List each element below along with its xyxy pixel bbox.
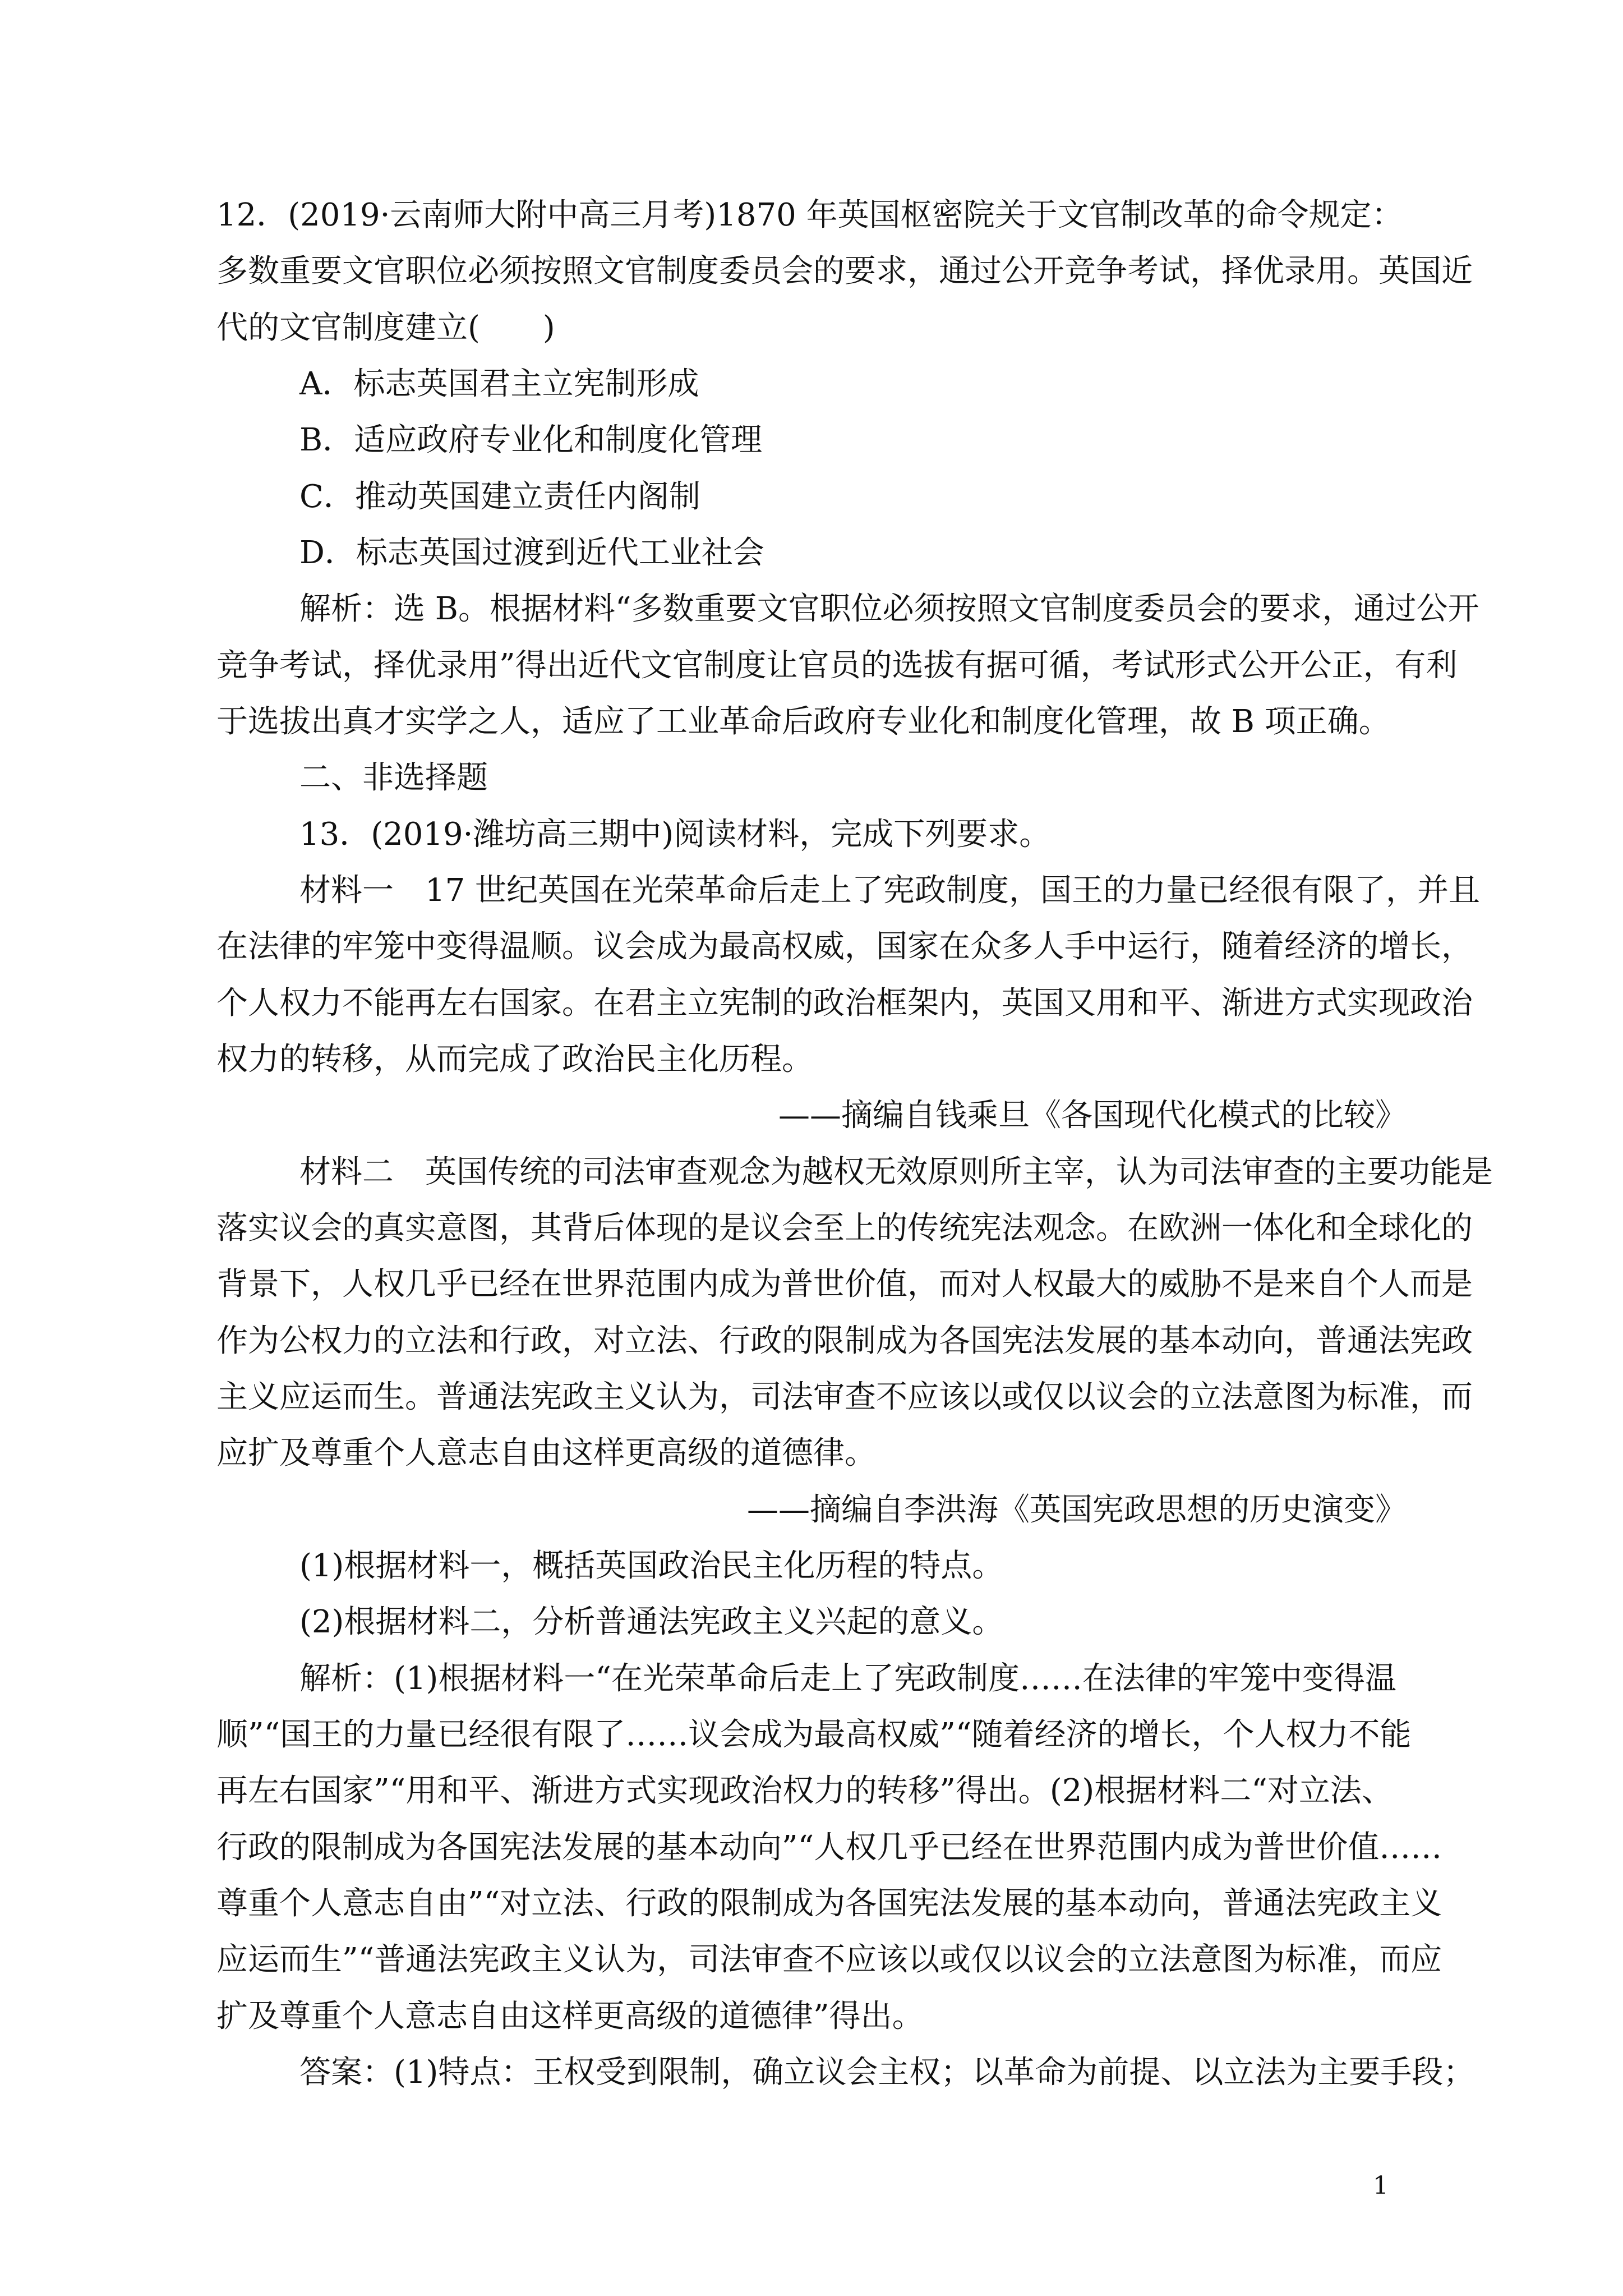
q13-material2-line-2: 落实议会的真实意图，其背后体现的是议会至上的传统宪法观念。在欧洲一体化和全球化的 (216, 1210, 1473, 1246)
q13-material1-line-2: 在法律的牢笼中变得温顺。议会成为最高权威，国家在众多人手中运行，随着经济的增长， (216, 928, 1473, 965)
q13-analysis-line-3: 再左右国家”“用和平、渐进方式实现政治权力的转移”得出。(2)根据材料二“对立法、 (216, 1773, 1393, 1809)
q13-answer: 答案：(1)特点：王权受到限制，确立议会主权；以革命为前提、以立法为主要手段； (299, 2054, 1475, 2091)
q13-question-2: (2)根据材料二，分析普通法宪政主义兴起的意义。 (299, 1604, 1004, 1640)
q12-analysis-line-1: 解析：选 B。根据材料“多数重要文官职位必须按照文官制度委员会的要求，通过公开 (299, 591, 1479, 627)
q12-option-a: A．标志英国君主立宪制形成 (299, 366, 699, 402)
q13-question-1: (1)根据材料一，概括英国政治民主化历程的特点。 (299, 1548, 1004, 1584)
section-title: 二、非选择题 (299, 760, 488, 796)
q12-analysis-line-3: 于选拔出真才实学之人，适应了工业革命后政府专业化和制度化管理，故 B 项正确。 (216, 703, 1390, 740)
q13-material2-line-5: 主义应运而生。普通法宪政主义认为，司法审查不应该以或仅以议会的立法意图为标准，而 (216, 1379, 1473, 1415)
q13-material2-source: ——摘编自李洪海《英国宪政思想的历史演变》 (747, 1492, 1407, 1528)
q13-material2-line-4: 作为公权力的立法和行政，对立法、行政的限制成为各国宪法发展的基本动向，普通法宪政 (216, 1323, 1473, 1359)
q12-stem-line-2: 多数重要文官职位必须按照文官制度委员会的要求，通过公开竞争考试，择优录用。英国近 (216, 253, 1473, 289)
q13-analysis-line-6: 应运而生”“普通法宪政主义认为，司法审查不应该以或仅以议会的立法意图为标准，而应 (216, 1941, 1442, 1978)
q12-stem-line-1: 12．(2019·云南师大附中高三月考)1870 年英国枢密院关于文官制改革的命令规定： (216, 197, 1403, 233)
q13-material1-line-1: 材料一 17 世纪英国在光荣革命后走上了宪政制度，国王的力量已经很有限了，并且 (299, 872, 1481, 909)
q12-analysis-line-2: 竞争考试，择优录用”得出近代文官制度让官员的选拔有据可循，考试形式公开公正，有利 (216, 647, 1458, 684)
q12-option-b: B．适应政府专业化和制度化管理 (299, 422, 763, 458)
q13-material1-line-3: 个人权力不能再左右国家。在君主立宪制的政治框架内，英国又用和平、渐进方式实现政治 (216, 985, 1473, 1022)
q13-material2-line-6: 应扩及尊重个人意志自由这样更高级的道德律。 (216, 1435, 876, 1471)
q13-stem: 13．(2019·潍坊高三期中)阅读材料，完成下列要求。 (299, 816, 1051, 853)
q13-analysis-line-1: 解析：(1)根据材料一“在光荣革命后走上了宪政制度……在法律的牢笼中变得温 (299, 1660, 1396, 1697)
q12-stem-line-3: 代的文官制度建立( ) (216, 310, 555, 346)
q13-analysis-line-5: 尊重个人意志自由”“对立法、行政的限制成为各国宪法发展的基本动向，普通法宪政主义 (216, 1885, 1442, 1922)
q13-analysis-line-7: 扩及尊重个人意志自由这样更高级的道德律”得出。 (216, 1998, 924, 2035)
page-number: 1 (1373, 2171, 1389, 2200)
q13-material2-line-1: 材料二 英国传统的司法审查观念为越权无效原则所主宰，认为司法审查的主要功能是 (299, 1154, 1493, 1190)
q13-material1-line-4: 权力的转移，从而完成了政治民主化历程。 (216, 1041, 813, 1078)
q13-analysis-line-4: 行政的限制成为各国宪法发展的基本动向”“人权几乎已经在世界范围内成为普世价值…… (216, 1829, 1442, 1866)
q13-analysis-line-2: 顺”“国王的力量已经很有限了……议会成为最高权威”“随着经济的增长，个人权力不能 (216, 1717, 1412, 1753)
q12-option-d: D．标志英国过渡到近代工业社会 (299, 535, 764, 571)
q13-material1-source: ——摘编自钱乘旦《各国现代化模式的比较》 (778, 1097, 1407, 1134)
q12-option-c: C．推动英国建立责任内阁制 (299, 478, 700, 515)
q13-material2-line-3: 背景下，人权几乎已经在世界范围内成为普世价值，而对人权最大的威胁不是来自个人而是 (216, 1266, 1473, 1303)
